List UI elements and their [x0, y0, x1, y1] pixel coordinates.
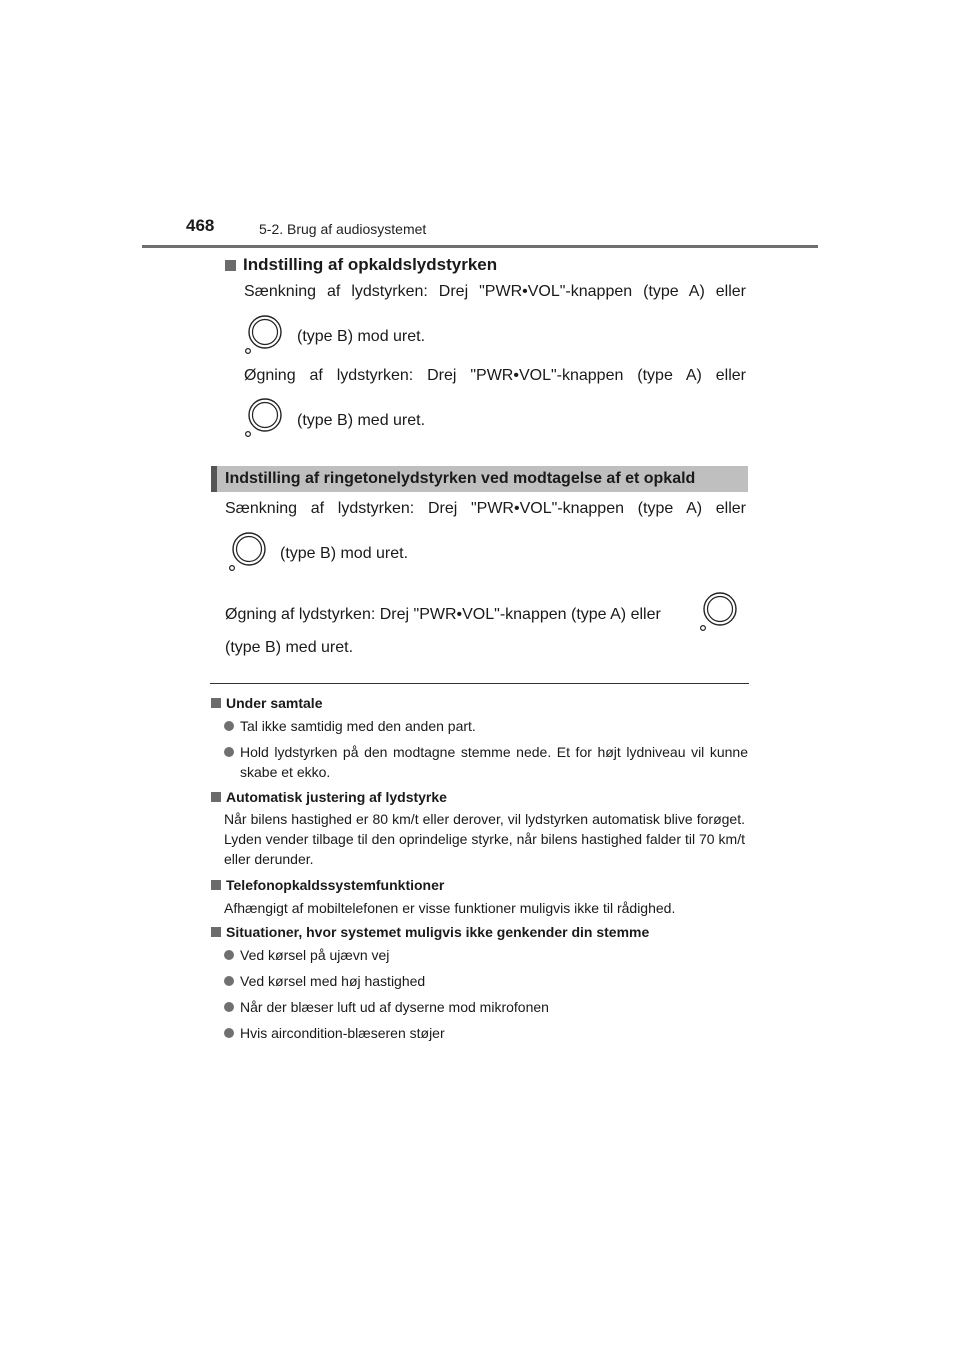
- note-heading-phone-functions: [211, 877, 444, 893]
- square-bullet-icon: [211, 927, 221, 937]
- call-volume-heading-text: Indstilling af opkaldslydstyrken: [243, 255, 498, 274]
- ringtone-lower-suffix: (type B) mod uret.: [280, 545, 409, 562]
- round-bullet-icon: [224, 747, 234, 757]
- call-volume-raise-text: Øgning af lydstyrken: Drej "PWR•VOL"-knappen (type A) eller: [244, 367, 746, 384]
- list-item-text: Ved kørsel på ujævn vej: [240, 947, 390, 963]
- list-item-text: Når der blæser luft ud af dyserne mod mikrofonen: [240, 999, 549, 1015]
- list-item-text: Hold lydstyrken på den modtagne stemme nede. Et for højt lydniveau vil kunne skabe et ekko.: [240, 744, 748, 780]
- notes-rule: [210, 683, 749, 684]
- ringtone-banner-title: Indstilling af ringetonelydstyrken ved modtagelse af et opkald: [225, 470, 696, 487]
- knob-icon: [243, 312, 283, 358]
- square-bullet-icon: [225, 260, 236, 271]
- square-bullet-icon: [211, 792, 221, 802]
- list-item: [224, 1023, 748, 1043]
- call-volume-lower-text: Sænkning af lydstyrken: Drej "PWR•VOL"-knappen (type A) eller: [244, 283, 746, 300]
- note-heading-text: Automatisk justering af lydstyrke: [226, 789, 447, 805]
- ringtone-lower-text: Sænkning af lydstyrken: Drej "PWR•VOL"-knappen (type A) eller: [225, 500, 746, 517]
- list-item: [224, 945, 748, 965]
- note-heading-auto-adjust: [211, 789, 447, 805]
- list-item: [224, 716, 748, 736]
- page-number: 468: [186, 216, 215, 235]
- knob-icon: [227, 529, 267, 575]
- list-item: [224, 971, 748, 991]
- ringtone-raise-suffix: (type B) med uret.: [225, 639, 354, 656]
- ringtone-banner: [211, 466, 748, 492]
- list-item-text: Ved kørsel med høj hastighed: [240, 973, 426, 989]
- note-text: Når bilens hastighed er 80 km/t eller derover, vil lydstyrken automatisk blive forøget. Lyden vender tilbage til den oprindelige styrke, når bilens hastighed falder til 70 km/t eller derunder.: [224, 811, 745, 867]
- note-heading-during-call: [211, 695, 322, 711]
- call-volume-heading: [225, 255, 497, 275]
- list-item: [224, 997, 748, 1017]
- square-bullet-icon: [211, 698, 221, 708]
- note-heading-text: Telefonopkaldssystemfunktioner: [226, 877, 445, 893]
- call-volume-raise-suffix: (type B) med uret.: [297, 412, 426, 429]
- ringtone-raise-text: Øgning af lydstyrken: Drej "PWR•VOL"-knappen (type A) eller: [225, 606, 661, 623]
- list-item-text: Tal ikke samtidig med den anden part.: [240, 718, 476, 734]
- note-text: Afhængigt af mobiltelefonen er visse funktioner muligvis ikke til rådighed.: [224, 900, 676, 916]
- note-heading-text: Under samtale: [226, 695, 323, 711]
- call-volume-lower-suffix: (type B) mod uret.: [297, 328, 426, 345]
- round-bullet-icon: [224, 976, 234, 986]
- square-bullet-icon: [211, 880, 221, 890]
- note-heading-recognition: [211, 924, 649, 940]
- note-heading-text: Situationer, hvor systemet muligvis ikke genkender din stemme: [226, 924, 650, 940]
- round-bullet-icon: [224, 721, 234, 731]
- list-item-text: Hvis aircondition-blæseren støjer: [240, 1025, 445, 1041]
- list-item: [224, 742, 748, 782]
- banner-accent-bar: [211, 466, 217, 492]
- header-rule: [142, 245, 818, 248]
- knob-icon: [243, 395, 283, 441]
- knob-icon: [698, 589, 738, 635]
- round-bullet-icon: [224, 1002, 234, 1012]
- round-bullet-icon: [224, 1028, 234, 1038]
- section-header: 5-2. Brug af audiosystemet: [259, 221, 427, 237]
- round-bullet-icon: [224, 950, 234, 960]
